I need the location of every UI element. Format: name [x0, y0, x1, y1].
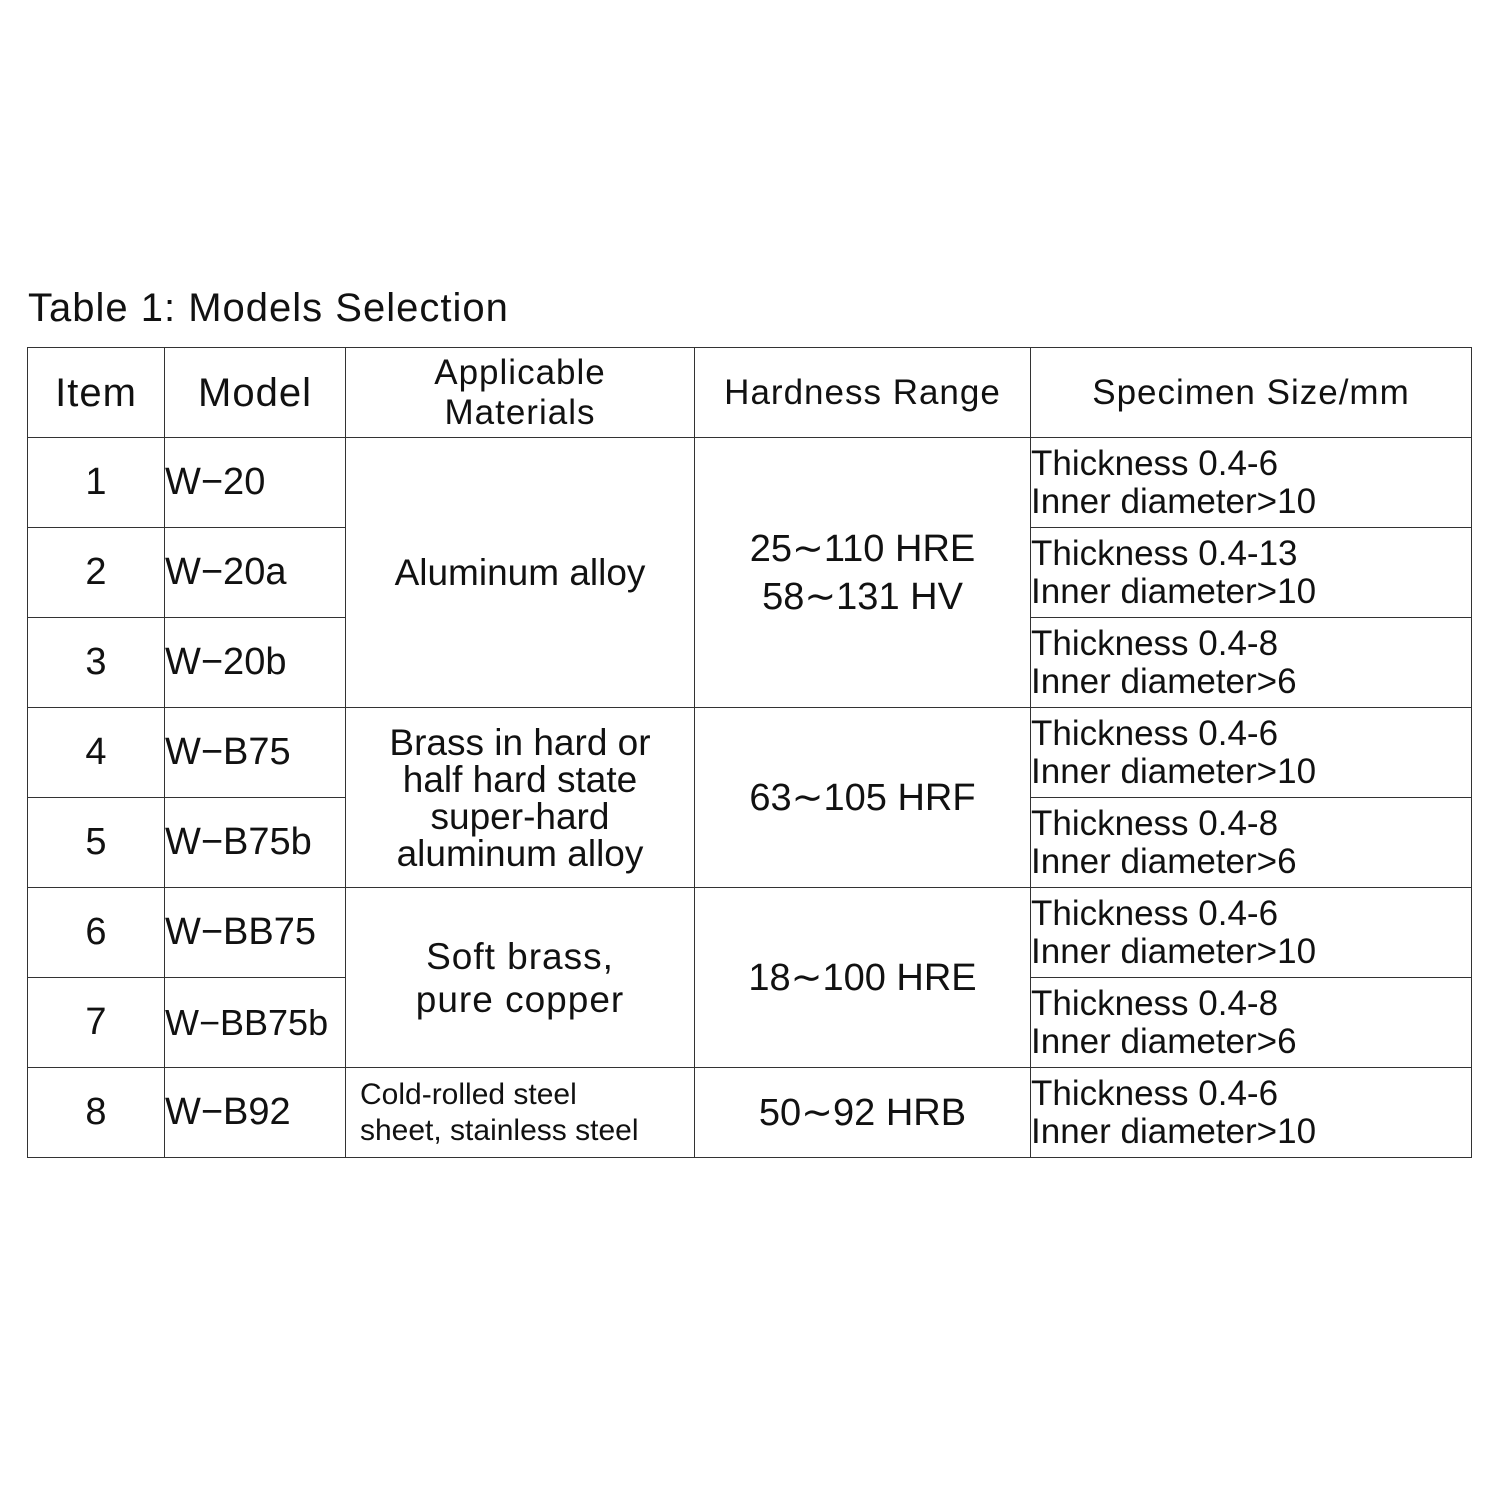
hardness-line: 18∼100 HRE	[748, 956, 977, 999]
specimen-cell	[1031, 1068, 1472, 1158]
hardness-line: 63∼105 HRF	[749, 776, 976, 819]
model-name: W−BB75	[165, 888, 346, 978]
table-row	[28, 1068, 1472, 1158]
item-number: 5	[28, 798, 165, 888]
model-name: W−20	[165, 438, 346, 528]
specimen-cell	[1031, 618, 1472, 708]
hardness-line: 58∼131 HV	[762, 575, 963, 618]
specimen-cell	[1031, 798, 1472, 888]
spec-thickness: Thickness 0.4-6	[1031, 893, 1279, 933]
materials-line: half hard state	[402, 758, 638, 800]
item-number: 6	[28, 888, 165, 978]
header-item: Item	[28, 348, 165, 438]
spec-thickness: Thickness 0.4-6	[1031, 713, 1279, 753]
spec-inner-diameter: Inner diameter>6	[1031, 1021, 1297, 1061]
materials-cell	[346, 1068, 695, 1158]
model-name: W−20b	[165, 618, 346, 708]
table-row	[28, 438, 1472, 528]
item-number: 2	[28, 528, 165, 618]
spec-inner-diameter: Inner diameter>10	[1031, 1111, 1317, 1151]
hardness-cell	[695, 888, 1031, 1068]
materials-line: sheet, stainless steel	[360, 1113, 639, 1147]
materials-line: super-hard	[430, 795, 610, 837]
spec-inner-diameter: Inner diameter>10	[1031, 571, 1317, 611]
table-row	[28, 888, 1472, 978]
model-name: W−20a	[165, 528, 346, 618]
item-number: 4	[28, 708, 165, 798]
spec-inner-diameter: Inner diameter>6	[1031, 661, 1297, 701]
spec-thickness: Thickness 0.4-6	[1031, 1073, 1279, 1113]
header-materials-line2: Materials	[444, 392, 596, 432]
specimen-cell	[1031, 438, 1472, 528]
materials-cell	[346, 708, 695, 888]
spec-thickness: Thickness 0.4-13	[1031, 533, 1298, 573]
item-number: 1	[28, 438, 165, 528]
table-title: Table 1: Models Selection	[28, 286, 509, 330]
table-row	[28, 708, 1472, 798]
specimen-cell	[1031, 978, 1472, 1068]
materials-line: Soft brass,	[426, 935, 614, 977]
spec-thickness: Thickness 0.4-8	[1031, 803, 1279, 843]
specimen-cell	[1031, 528, 1472, 618]
spec-thickness: Thickness 0.4-8	[1031, 623, 1279, 663]
model-name: W−B75b	[165, 798, 346, 888]
hardness-line: 25∼110 HRE	[749, 527, 976, 570]
materials-line: pure copper	[415, 978, 625, 1020]
specimen-cell	[1031, 888, 1472, 978]
item-number: 8	[28, 1068, 165, 1158]
spec-thickness: Thickness 0.4-8	[1031, 983, 1279, 1023]
hardness-cell	[695, 438, 1031, 708]
spec-inner-diameter: Inner diameter>10	[1031, 931, 1317, 971]
materials-line: Brass in hard or	[389, 721, 651, 763]
models-selection-table	[27, 347, 1472, 1158]
header-model: Model	[165, 348, 346, 438]
spec-inner-diameter: Inner diameter>10	[1031, 751, 1317, 791]
hardness-cell	[695, 1068, 1031, 1158]
materials-cell	[346, 888, 695, 1068]
materials-line: Aluminum alloy	[394, 552, 646, 593]
table-header-row	[28, 348, 1472, 438]
item-number: 7	[28, 978, 165, 1068]
specimen-cell	[1031, 708, 1472, 798]
header-specimen: Specimen Size/mm	[1031, 348, 1472, 438]
hardness-cell	[695, 708, 1031, 888]
header-hardness: Hardness Range	[695, 348, 1031, 438]
spec-inner-diameter: Inner diameter>6	[1031, 841, 1297, 881]
materials-cell	[346, 438, 695, 708]
materials-line: Cold-rolled steel	[360, 1077, 577, 1111]
item-number: 3	[28, 618, 165, 708]
model-name: W−B92	[165, 1068, 346, 1158]
model-name: W−BB75b	[165, 978, 346, 1068]
header-materials	[346, 348, 695, 438]
hardness-line: 50∼92 HRB	[758, 1091, 967, 1134]
spec-thickness: Thickness 0.4-6	[1031, 443, 1279, 483]
model-name: W−B75	[165, 708, 346, 798]
header-materials-line1: Applicable	[434, 352, 606, 392]
spec-inner-diameter: Inner diameter>10	[1031, 481, 1317, 521]
materials-line: aluminum alloy	[396, 832, 644, 874]
